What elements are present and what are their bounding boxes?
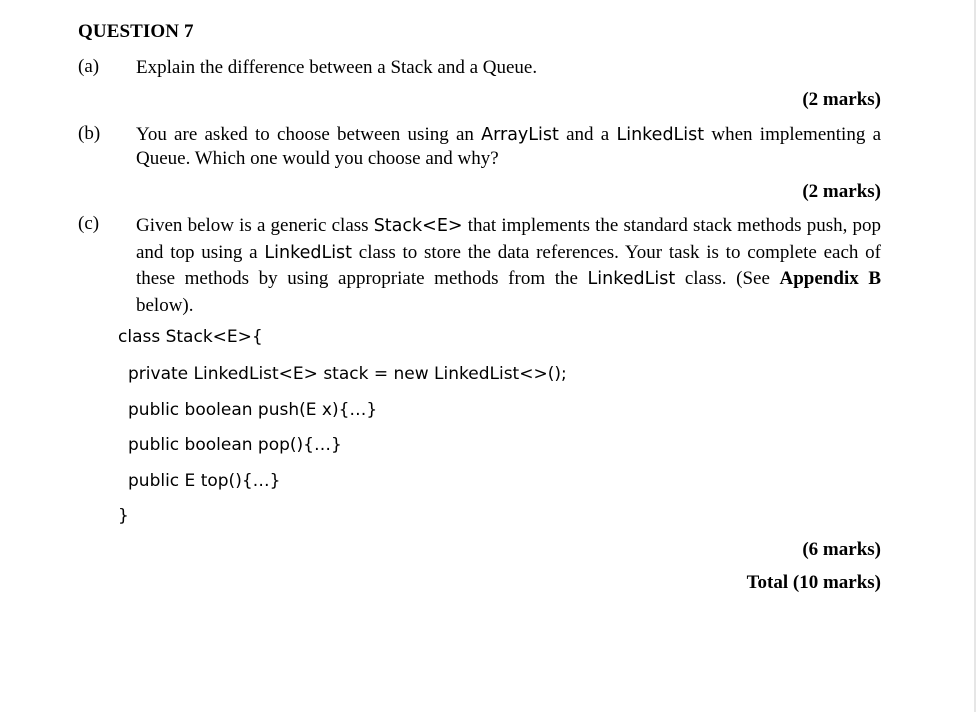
part-b-marks: (2 marks)	[802, 181, 881, 202]
part-c-label: (c)	[78, 213, 100, 234]
part-c-text-3: class to store the data references. Your task is to complete each of these methods by using appropriate methods from the	[136, 241, 881, 289]
code-line-top: public E top(){…}	[128, 471, 281, 491]
total-marks: Total (10 marks)	[746, 572, 881, 593]
part-b-text-1: You are asked to choose between using an	[136, 124, 482, 145]
part-c-code-stack: Stack<E>	[373, 216, 463, 236]
part-c-appendix-ref: Appendix B	[779, 268, 882, 289]
part-c-code-linkedlist-1: LinkedList	[264, 242, 353, 263]
part-b-code-linkedlist: LinkedList	[616, 125, 705, 145]
code-line-field: private LinkedList<E> stack = new LinkedList<>();	[128, 364, 567, 384]
part-a-label: (a)	[78, 56, 100, 77]
part-a-marks: (2 marks)	[802, 89, 881, 110]
part-b-text-2: and a	[558, 124, 617, 145]
part-b-label: (b)	[78, 123, 101, 144]
part-c-text-2: that implements the standard stack methods push, pop and top using a	[136, 215, 882, 263]
code-line-push: public boolean push(E x){…}	[128, 400, 378, 420]
code-line-pop: public boolean pop(){…}	[128, 435, 342, 455]
part-c-text	[136, 213, 881, 319]
part-b-text	[136, 123, 881, 171]
part-a-text: Explain the difference between a Stack and a Queue.	[136, 57, 538, 78]
code-line-close: }	[118, 506, 129, 526]
code-line-class: class Stack<E>{	[118, 327, 263, 347]
part-c-marks: (6 marks)	[802, 539, 881, 560]
part-c-text-4: class. (See	[675, 268, 780, 289]
part-b-text-3: when implementing a Queue. Which one would you choose and why?	[136, 124, 881, 169]
part-c-code-linkedlist-2: LinkedList	[587, 269, 676, 289]
part-c-text-1: Given below is a generic class	[136, 215, 374, 236]
question-title: QUESTION 7	[78, 21, 194, 42]
part-c-text-5: below).	[136, 294, 194, 316]
part-b-code-arraylist: ArrayList	[481, 125, 559, 145]
